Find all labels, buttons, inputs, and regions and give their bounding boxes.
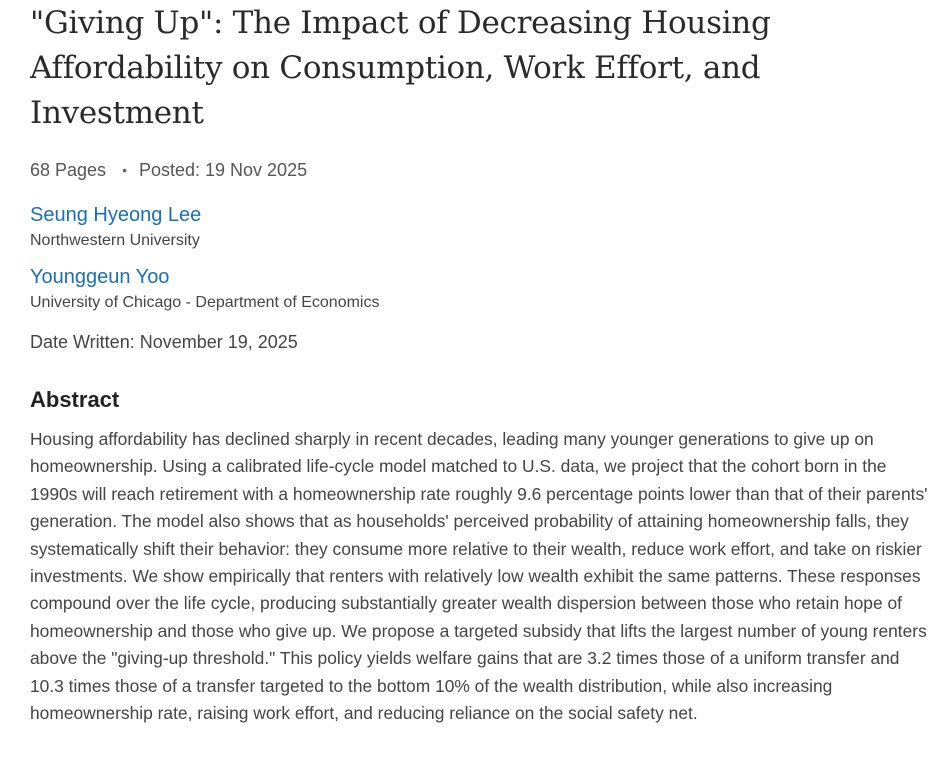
paper-meta [30, 158, 930, 182]
author-block [30, 202, 930, 252]
paper-page [30, 0, 930, 727]
author-affiliation: Northwestern University [30, 232, 200, 249]
meta-separator: • [122, 162, 127, 178]
author-link[interactable]: Younggeun Yoo [30, 266, 170, 288]
abstract-heading: Abstract [30, 387, 120, 412]
page-count: 68 Pages [30, 159, 107, 180]
abstract-text: Housing affordability has declined sharply in recent decades, leading many younger generations to give up on homeownership. Using a calibrated life-cycle model matched to U.S. data, we project that the cohort born in the 1990s will reach retirement with a homeownership rate roughly 9.6 percentage points lower than that of their parents' generation. The model also shows that as households' perceived probability of attaining homeownership falls, they systematically shift their behavior: they consume more relative to their wealth, reduce work effort, and take on riskier investments. We show empirically that renters with relatively low wealth exhibit the same patterns. These responses compound over the life cycle, producing substantially greater wealth dispersion between those who retain hope of homeownership and those who give up. We propose a targeted subsidy that lifts the largest number of young renters above the "giving-up threshold." This policy yields welfare gains that are 3.2 times those of a uniform transfer and 10.3 times those of a transfer targeted to the bottom 10% of the wealth distribution, while also increasing homeownership rate, raising work effort, and reducing reliance on the social safety net. [30, 429, 928, 724]
author-block [30, 264, 930, 314]
paper-title: "Giving Up": The Impact of Decreasing Housing Affordability on Consumption, Work Effort, and Investment [30, 5, 771, 131]
posted-date: Posted: 19 Nov 2025 [138, 159, 308, 180]
author-affiliation: University of Chicago - Department of Economics [30, 294, 380, 311]
author-link[interactable]: Seung Hyeong Lee [30, 204, 202, 226]
date-written: Date Written: November 19, 2025 [30, 332, 298, 352]
